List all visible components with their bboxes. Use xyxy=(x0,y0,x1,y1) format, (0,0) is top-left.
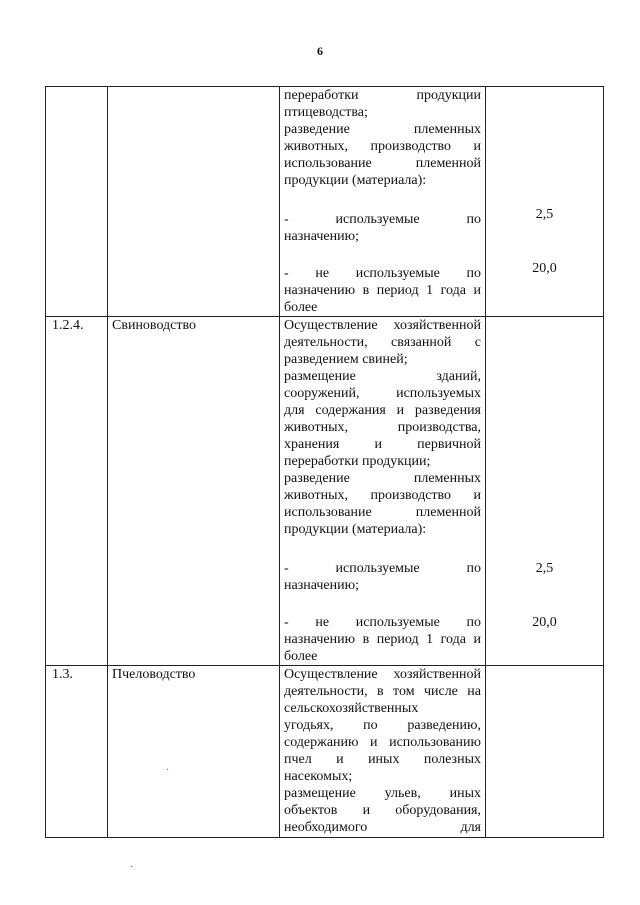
text-line: - используемые по xyxy=(284,561,481,576)
text-line: - не используемые по xyxy=(284,615,481,630)
rate-value: 2,5 xyxy=(535,561,554,576)
text-line: продукции (материала): xyxy=(284,173,427,188)
row-number-cell: 1.3. xyxy=(46,666,108,838)
text-line: размещение ульев, иных xyxy=(284,786,481,801)
row-number-cell xyxy=(46,87,108,317)
activity-table xyxy=(45,86,604,838)
text-line: деятельности, в том числе на xyxy=(284,684,481,699)
table-row xyxy=(46,317,604,666)
row-description-cell xyxy=(280,666,486,838)
text-line: птицеводства; xyxy=(284,105,368,120)
text-line: разведением свиней; xyxy=(284,352,408,367)
scan-speck: · xyxy=(130,862,134,873)
text-line: - используемые по xyxy=(284,212,481,227)
text-line: сооружений, используемых xyxy=(284,386,481,401)
text-line: назначению в период 1 года и xyxy=(284,632,481,647)
text-line: разведение племенных xyxy=(284,122,481,137)
row-name-cell: Свиноводство xyxy=(108,317,280,666)
scan-speck: · xyxy=(166,765,170,776)
option-in-use xyxy=(284,211,481,245)
text-line: продукции (материала): xyxy=(284,522,427,537)
text-line: животных, производство и xyxy=(284,139,481,154)
text-line: - не используемые по xyxy=(284,266,481,281)
description-block xyxy=(284,666,481,836)
row-name-cell: Пчеловодство xyxy=(108,666,280,838)
row-description-cell xyxy=(280,317,486,666)
text-line: Осуществление хозяйственной xyxy=(284,667,481,682)
text-line: более xyxy=(284,649,318,664)
text-line: хранения и первичной xyxy=(284,437,481,452)
text-line: переработки продукции; xyxy=(284,454,431,469)
text-line: использование племенной xyxy=(284,505,481,520)
text-line: более xyxy=(284,300,318,315)
option-not-in-use xyxy=(284,614,481,665)
text-line: назначению в период 1 года и xyxy=(284,283,481,298)
rate-value: 2,5 xyxy=(535,207,554,222)
text-line: угодьях, по разведению, xyxy=(284,718,481,733)
text-line: назначению; xyxy=(284,578,359,593)
page-number: 6 xyxy=(317,44,323,58)
text-line: пчел и иных полезных xyxy=(284,752,481,767)
text-line: объектов и оборудования, xyxy=(284,803,481,818)
option-in-use xyxy=(284,560,481,594)
rate-value: 20,0 xyxy=(532,615,557,630)
table-row xyxy=(46,87,604,317)
text-line: деятельности, связанной с xyxy=(284,335,481,350)
row-rate-cell xyxy=(486,666,604,838)
text-line: использование племенной xyxy=(284,156,481,171)
rate-value: 20,0 xyxy=(532,261,557,276)
text-line: содержанию и использованию xyxy=(284,735,481,750)
text-line: животных, производство и xyxy=(284,488,481,503)
row-rate-cell xyxy=(486,317,604,666)
option-not-in-use xyxy=(284,265,481,316)
text-line: переработки продукции xyxy=(284,88,481,103)
text-line: животных, производства, xyxy=(284,420,481,435)
table-row xyxy=(46,666,604,838)
row-name-cell xyxy=(108,87,280,317)
text-line: необходимого для xyxy=(284,820,481,835)
row-description-cell xyxy=(280,87,486,317)
description-block xyxy=(284,317,481,538)
description-block xyxy=(284,87,481,189)
text-line: назначению; xyxy=(284,229,359,244)
text-line: для содержания и разведения xyxy=(284,403,481,418)
text-line: размещение зданий, xyxy=(284,369,481,384)
row-number-cell: 1.2.4. xyxy=(46,317,108,666)
text-line: насекомых; xyxy=(284,769,353,784)
text-line: Осуществление хозяйственной xyxy=(284,318,481,333)
row-rate-cell xyxy=(486,87,604,317)
text-line: сельскохозяйственных xyxy=(284,701,419,716)
text-line: разведение племенных xyxy=(284,471,481,486)
